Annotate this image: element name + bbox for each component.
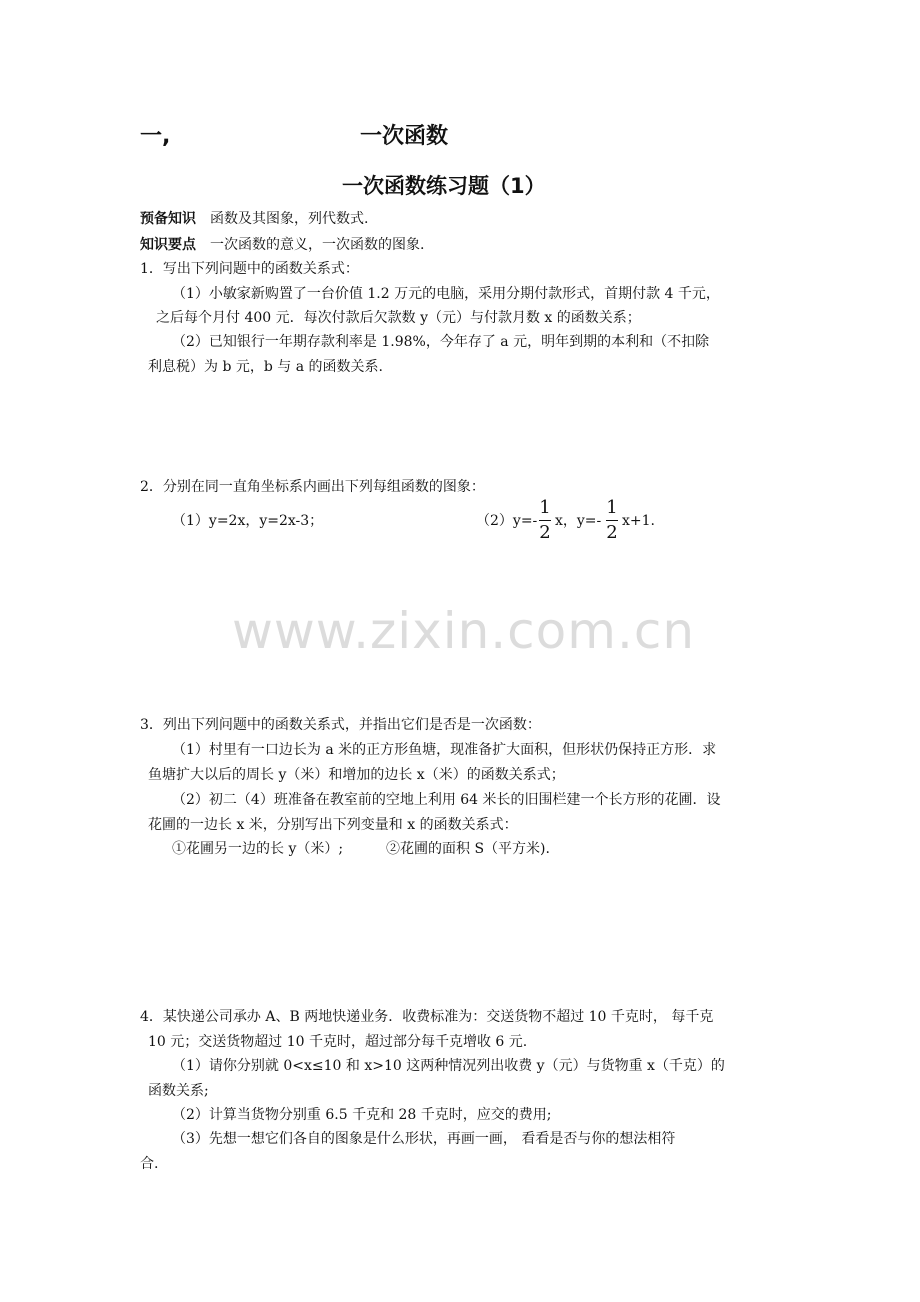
- fraction-numerator: 1: [539, 497, 551, 518]
- fraction-bar: [606, 520, 618, 521]
- question-4-part-1-line-2: 函数关系;: [148, 1083, 209, 1099]
- question-4-part-3-line-1: （3）先想一想它们各自的图象是什么形状，再画一画， 看看是否与你的想法相符: [172, 1131, 676, 1147]
- question-4-part-1-line-1: （1）请你分别就 0<x≤10 和 x>10 这两种情况列出收费 y（元）与货物重 x（千克）的: [172, 1058, 725, 1074]
- exercise-title: 一次函数练习题（1）: [342, 174, 546, 198]
- question-4-stem-line-2: 10 元；交送货物超过 10 千克时，超过部分每千克增收 6 元.: [148, 1034, 528, 1050]
- question-1-part-2-line-1: （2）已知银行一年期存款利率是 1.98%，今年存了 a 元，明年到期的本利和（不扣除: [172, 334, 710, 350]
- question-3-stem: 3．列出下列问题中的函数关系式，并指出它们是否是一次函数：: [140, 717, 541, 733]
- prep-text: 函数及其图象，列代数式.: [210, 211, 369, 227]
- question-1-part-2-line-2: 利息税）为 b 元，b 与 a 的函数关系.: [148, 359, 383, 375]
- chapter-number: 一,: [140, 124, 171, 149]
- watermark: www.zixin.com.cn: [232, 602, 696, 660]
- question-3-part-1-line-2: 鱼塘扩大以后的周长 y（米）和增加的边长 x（米）的函数关系式；: [148, 767, 565, 783]
- fraction-one-half-2: [605, 498, 619, 543]
- question-4-part-3-line-2: 合.: [140, 1156, 159, 1172]
- chapter-title: 一次函数: [360, 124, 449, 149]
- fraction-one-half-1: [538, 498, 552, 543]
- fraction-bar: [539, 520, 551, 521]
- key-label: 知识要点: [140, 237, 196, 253]
- question-3-sub-2: ②花圃的面积 S（平方米).: [386, 841, 550, 857]
- question-2-part-2-mid: x，y=-: [555, 513, 602, 529]
- prep-label: 预备知识: [140, 211, 196, 227]
- question-1-stem: 1．写出下列问题中的函数关系式：: [140, 261, 359, 277]
- question-2-part-1: （1）y=2x，y=2x-3；: [172, 513, 324, 529]
- question-3-part-2-line-2: 花圃的一边长 x 米，分别写出下列变量和 x 的函数关系式：: [148, 817, 518, 833]
- fraction-denominator: 2: [606, 522, 618, 543]
- question-4-part-2: （2）计算当货物分别重 6.5 千克和 28 千克时，应交的费用;: [172, 1107, 552, 1123]
- question-1-part-1-line-1: （1）小敏家新购置了一台价值 1.2 万元的电脑，采用分期付款形式，首期付款 4 千元，: [172, 286, 720, 302]
- question-3-sub-1: ①花圃另一边的长 y（米）;: [172, 841, 344, 857]
- question-2-part-2-suffix: x+1.: [622, 513, 655, 529]
- question-3-part-1-line-1: （1）村里有一口边长为 a 米的正方形鱼塘，现准备扩大面积，但形状仍保持正方形．求: [172, 742, 717, 758]
- fraction-denominator: 2: [539, 522, 551, 543]
- question-1-part-1-line-2: 之后每个月付 400 元．每次付款后欠款数 y（元）与付款月数 x 的函数关系；: [156, 310, 641, 326]
- key-text: 一次函数的意义，一次函数的图象.: [210, 237, 425, 253]
- question-3-part-2-line-1: （2）初二（4）班准备在教室前的空地上利用 64 米长的旧围栏建一个长方形的花圃．设: [172, 792, 721, 808]
- fraction-numerator: 1: [606, 497, 618, 518]
- question-2-part-2-prefix: （2）y=-: [476, 513, 538, 529]
- key-points-line: [140, 236, 424, 254]
- question-2-stem: 2．分别在同一直角坐标系内画出下列每组函数的图象：: [140, 479, 485, 495]
- prep-knowledge-line: [140, 210, 368, 228]
- question-4-stem-line-1: 4．某快递公司承办 A、B 两地快递业务．收费标准为：交送货物不超过 10 千克时， 每千克: [140, 1009, 714, 1025]
